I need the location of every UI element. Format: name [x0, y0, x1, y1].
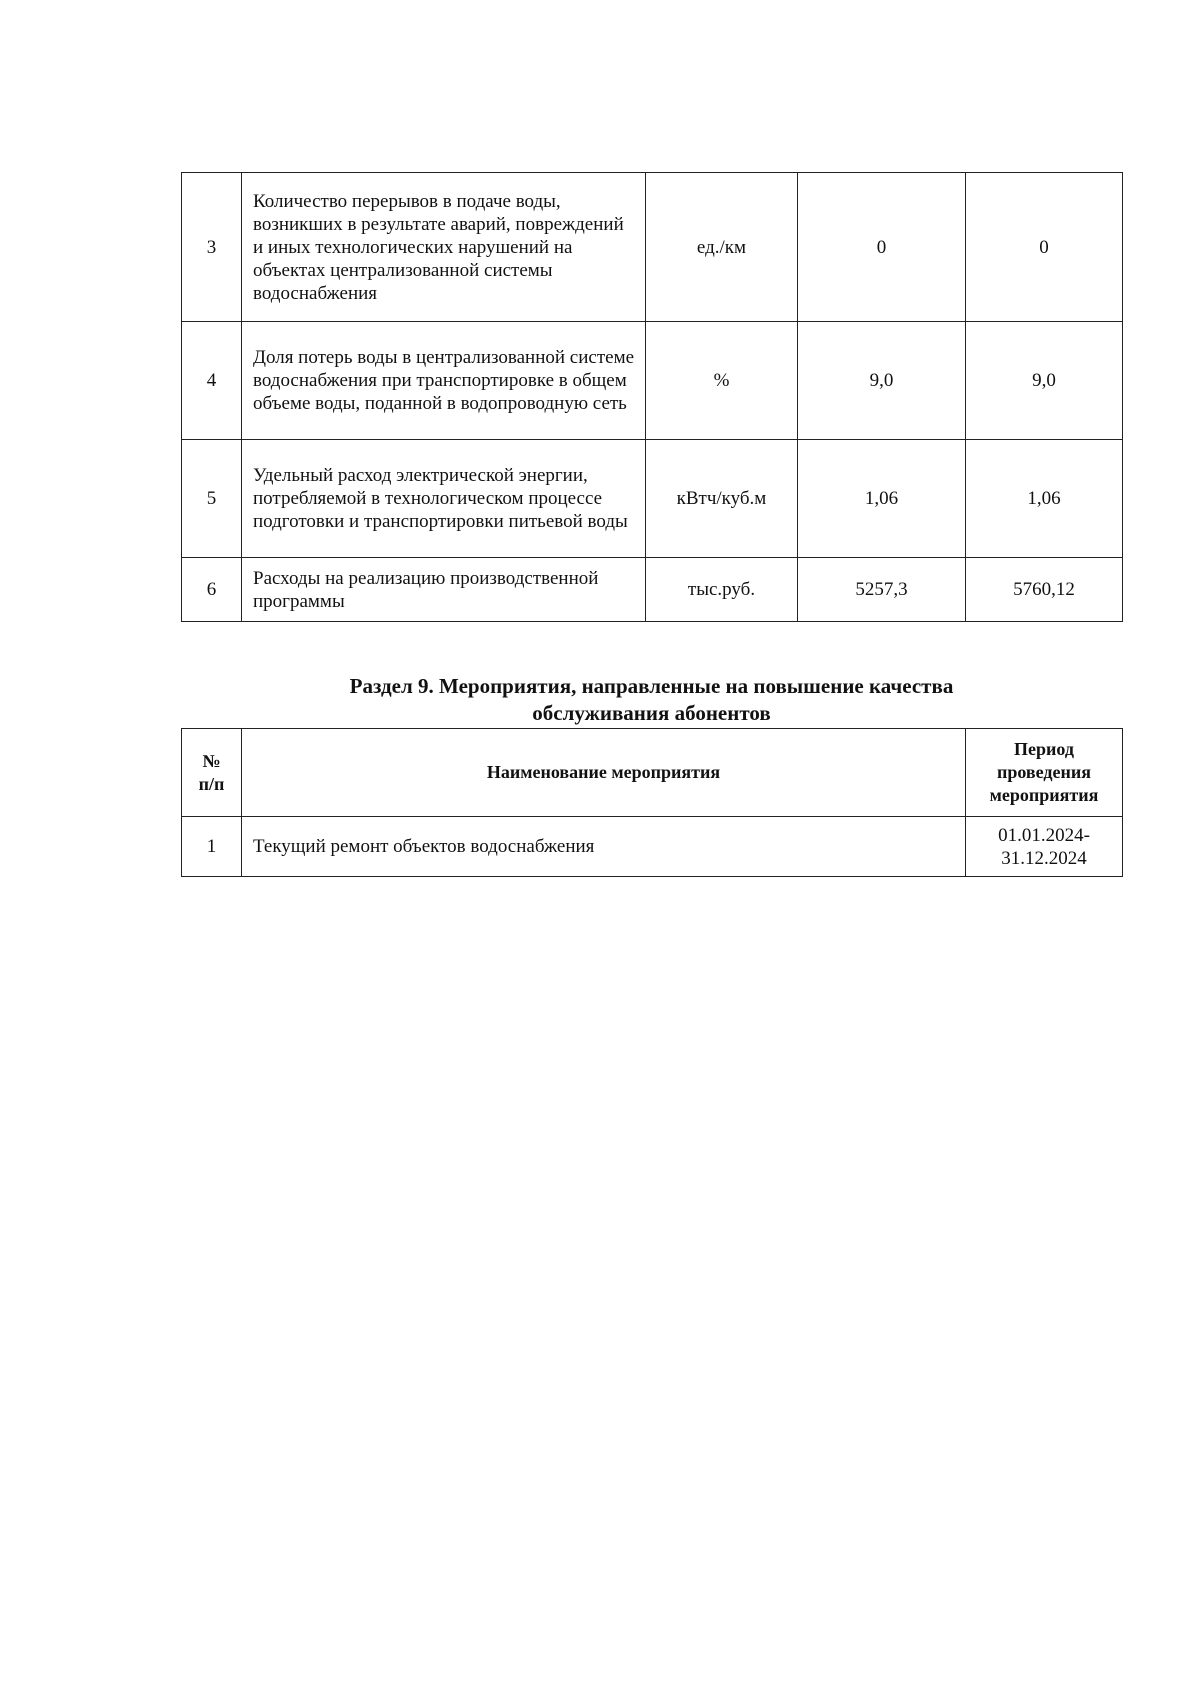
indicator-name: Удельный расход электрической энергии, потребляемой в технологическом процессе подготовки и транспортировки питьевой воды — [242, 440, 646, 558]
indicator-value-2: 9,0 — [966, 322, 1123, 440]
table-row — [182, 558, 1123, 622]
indicator-value-1: 0 — [798, 173, 966, 322]
table-row — [182, 440, 1123, 558]
measure-number: 1 — [182, 817, 242, 877]
row-number: 5 — [182, 440, 242, 558]
section-title-line-2: обслуживания абонентов — [532, 701, 771, 725]
section-title-line-1: Раздел 9. Мероприятия, направленные на повышение качества — [349, 674, 954, 698]
indicator-value-2: 0 — [966, 173, 1123, 322]
indicator-unit: тыс.руб. — [646, 558, 798, 622]
indicator-value-2: 5760,12 — [966, 558, 1123, 622]
indicator-unit: кВтч/куб.м — [646, 440, 798, 558]
section-heading — [181, 673, 1122, 727]
column-header-number: № п/п — [182, 729, 242, 817]
table-row — [182, 173, 1123, 322]
indicators-table — [181, 172, 1123, 622]
indicator-value-1: 5257,3 — [798, 558, 966, 622]
measures-table — [181, 728, 1123, 877]
row-number: 6 — [182, 558, 242, 622]
row-number: 4 — [182, 322, 242, 440]
indicator-unit: % — [646, 322, 798, 440]
column-header-period: Период проведения мероприятия — [966, 729, 1123, 817]
indicator-name: Доля потерь воды в централизованной системе водоснабжения при транспортировке в общем объеме воды, поданной в водопроводную сеть — [242, 322, 646, 440]
column-header-name: Наименование мероприятия — [242, 729, 966, 817]
table-row — [182, 322, 1123, 440]
indicator-name: Количество перерывов в подаче воды, возникших в результате аварий, повреждений и иных технологических нарушений на объектах централизованной системы водоснабжения — [242, 173, 646, 322]
measure-name: Текущий ремонт объектов водоснабжения — [242, 817, 966, 877]
table-header-row — [182, 729, 1123, 817]
indicator-value-1: 1,06 — [798, 440, 966, 558]
indicator-value-1: 9,0 — [798, 322, 966, 440]
table-row — [182, 817, 1123, 877]
row-number: 3 — [182, 173, 242, 322]
indicator-unit: ед./км — [646, 173, 798, 322]
indicator-value-2: 1,06 — [966, 440, 1123, 558]
measure-period: 01.01.2024- 31.12.2024 — [966, 817, 1123, 877]
indicator-name: Расходы на реализацию производственной программы — [242, 558, 646, 622]
